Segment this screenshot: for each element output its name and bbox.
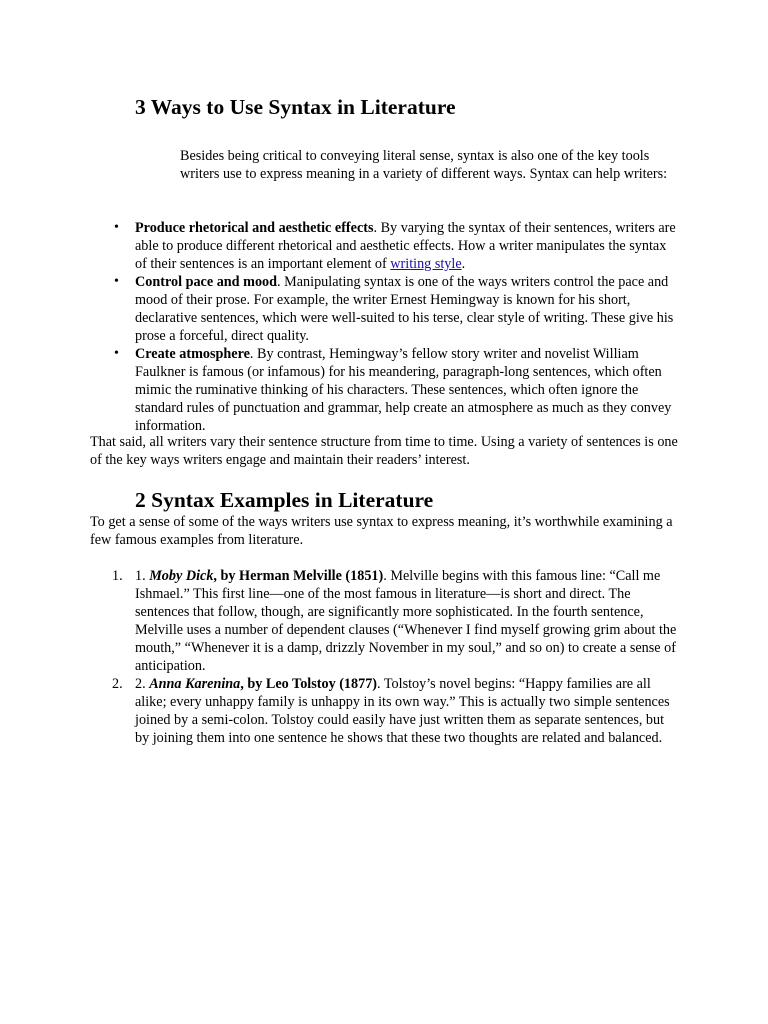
list-number: 2. bbox=[112, 676, 123, 692]
list-item bbox=[112, 567, 681, 675]
section-heading-syntax-uses: 3 Ways to Use Syntax in Literature bbox=[135, 95, 456, 119]
bullet-text: . By contrast, Hemingway’s fellow story writer and novelist William Faulkner is famous (or infamous) for his meandering, paragraph-long sentences, which often mimic the ruminative thinking of his characters. These sentences, which often ignore the standard rules of punctuation and grammar, help create an atmosphere as much as they convey information. bbox=[135, 346, 672, 434]
list-item bbox=[114, 219, 681, 273]
list-item bbox=[114, 345, 681, 435]
writing-style-link[interactable]: writing style bbox=[390, 256, 462, 272]
example-text: . Melville begins with this famous line: “Call me Ishmael.” This first line—one of the most famous in literature—is short and direct. The sentences that follow, though, are significantly more sophisticated. In the fourth sentence, Melville uses a number of dependent clauses (“Whenever I find myself growing grim about the mouth,” “Whenever it is a damp, drizzly November in my soul,” and so on) to create a sense of anticipation. bbox=[135, 568, 677, 674]
examples-intro-paragraph: To get a sense of some of the ways writers use syntax to express meaning, it’s worthwhile examining a few famous examples from literature. bbox=[90, 514, 673, 548]
list-number: 1. bbox=[112, 568, 123, 584]
work-byline: , by Leo Tolstoy (1877) bbox=[240, 676, 378, 692]
inline-number: 1. bbox=[135, 568, 150, 584]
uses-bullet-list bbox=[114, 219, 681, 435]
bullet-title: Control pace and mood bbox=[135, 274, 278, 290]
bullet-icon: • bbox=[114, 274, 119, 289]
work-title: Moby Dick bbox=[149, 568, 214, 584]
work-byline: , by Herman Melville (1851) bbox=[213, 568, 384, 584]
intro-paragraph: Besides being critical to conveying literal sense, syntax is also one of the key tools writers use to express meaning in a variety of different ways. Syntax can help writers: bbox=[180, 148, 668, 182]
bullet-text-end: . bbox=[461, 256, 466, 272]
section-heading-syntax-examples: 2 Syntax Examples in Literature bbox=[135, 488, 434, 512]
work-title: Anna Karenina bbox=[149, 676, 241, 692]
bullet-title: Create atmosphere bbox=[135, 346, 250, 362]
bullet-title: Produce rhetorical and aesthetic effects bbox=[135, 220, 374, 236]
examples-numbered-list bbox=[112, 567, 681, 747]
bullet-icon: • bbox=[114, 346, 119, 361]
bullet-text: . By varying the syntax of their sentences, writers are able to produce different rhetorical and aesthetic effects. How a writer manipulates the syntax of their sentences is an important element of bbox=[135, 220, 676, 272]
bullet-text: . Manipulating syntax is one of the ways writers control the pace and mood of their prose. For example, the writer Ernest Hemingway is known for his short, declarative sentences, which were well-suited to his terse, clear style of writing. These give his prose a forceful, direct quality. bbox=[135, 274, 674, 344]
list-item bbox=[114, 273, 681, 345]
closing-paragraph: That said, all writers vary their sentence structure from time to time. Using a variety of sentences is one of the key ways writers engage and maintain their readers’ interest. bbox=[90, 434, 678, 468]
bullet-icon: • bbox=[114, 220, 119, 235]
inline-number: 2. bbox=[135, 676, 150, 692]
list-item bbox=[112, 675, 681, 747]
example-text: . Tolstoy’s novel begins: “Happy families are all alike; every unhappy family is unhappy in its own way.” This is actually two simple sentences joined by a semi-colon. Tolstoy could easily have just written them as separate sentences, but by joining them into one sentence he shows that these two thoughts are related and balanced. bbox=[135, 676, 670, 746]
